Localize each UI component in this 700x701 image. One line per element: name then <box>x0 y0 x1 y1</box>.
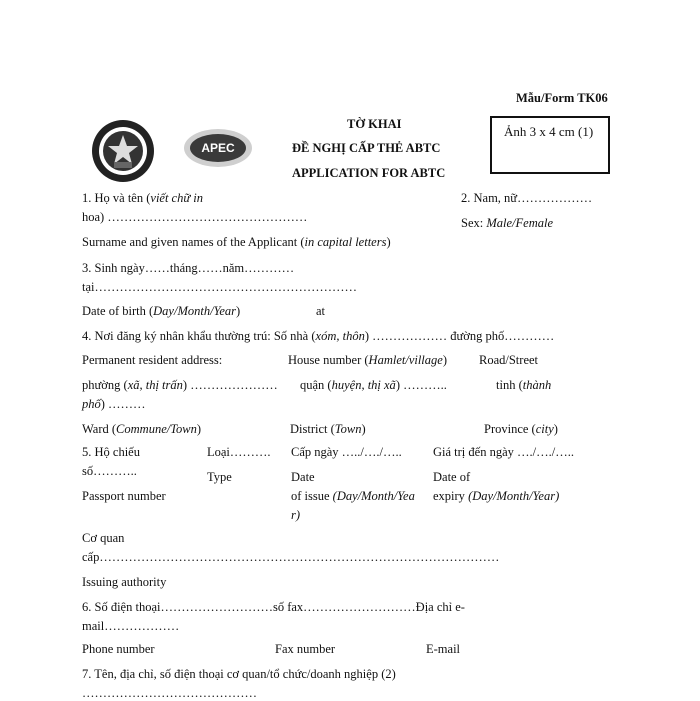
ward-en: Ward (Commune/Town) <box>82 422 202 436</box>
field-5-number: số……….. <box>82 464 137 478</box>
field-7-line: …………………………………… <box>82 686 257 700</box>
field-5-agency-en: Issuing authority <box>82 575 167 589</box>
field-4-en-address: Permanent resident address: <box>82 353 223 367</box>
field-3-en-at: at <box>316 304 326 318</box>
field-7-label: 7. Tên, địa chỉ, số điện thoại cơ quan/tổ chức/doanh nghiệp (2) <box>82 667 396 681</box>
field-5-dateof-en: Date of <box>433 470 471 484</box>
field-5-expiry-en: expiry (Day/Month/Year) <box>433 489 560 503</box>
photo-box <box>490 116 610 174</box>
photo-box-label: Ảnh 3 x 4 cm (1) <box>504 124 594 139</box>
form-code: Mẫu/Form TK06 <box>516 91 608 105</box>
field-4-district: quận (huyện, thị xã) ……….. <box>300 378 447 392</box>
field-4-en-road: Road/Street <box>479 353 539 367</box>
field-2-label: 2. Nam, nữ……………… <box>461 191 593 205</box>
field-5-type: Loại………. <box>207 445 271 459</box>
field-5-agency: Cơ quan <box>82 531 125 545</box>
subtitle-vn: ĐỀ NGHỊ CẤP THẺ ABTC <box>292 141 441 155</box>
field-5-type-en: Type <box>207 470 232 484</box>
field-2-en: Sex: Male/Female <box>461 216 553 230</box>
field-6-email: mail……………… <box>82 619 180 633</box>
field-1-label: 1. Họ và tên (viết chữ in <box>82 191 204 205</box>
field-4-province: tỉnh (thành <box>496 378 552 392</box>
field-1-en: Surname and given names of the Applicant (in capital letters) <box>82 235 391 249</box>
district-en: District (Town) <box>290 422 366 436</box>
field-4-province-cont: phố) ……… <box>82 397 146 411</box>
field-5-agency-line: cấp…………………………………………………………………………………… <box>82 550 500 564</box>
field-5-date-en: Date <box>291 470 315 484</box>
field-5-issue-en: of issue (Day/Month/Yea <box>291 489 415 503</box>
field-6-label: 6. Số điện thoại………………………số fax………………………Địa chỉ e- <box>82 600 465 614</box>
immigration-seal-icon <box>90 118 156 184</box>
field-5-issue: Cấp ngày …../…./….. <box>291 445 402 459</box>
field-5-label: 5. Hộ chiếu <box>82 445 140 459</box>
title-en: APPLICATION FOR ABTC <box>292 166 446 180</box>
province-en: Province (city) <box>484 422 558 436</box>
field-5-passport-en: Passport number <box>82 489 166 503</box>
apec-logo-text: APEC <box>201 141 235 155</box>
field-3-label: 3. Sinh ngày……tháng……năm………… <box>82 261 295 275</box>
field-3-en: Date of birth (Day/Month/Year) <box>82 304 241 318</box>
title-vn: TỜ KHAI <box>347 117 402 131</box>
field-4-ward: phường (xã, thị trấn) ………………… <box>82 378 278 392</box>
field-6-email-en: E-mail <box>426 642 461 656</box>
field-1-line: hoa) ………………………………………… <box>82 210 308 224</box>
field-6-phone-en: Phone number <box>82 642 155 656</box>
field-3-line: tại……………………………………………………… <box>82 280 357 294</box>
apec-logo-icon <box>183 128 253 168</box>
field-4-label: 4. Nơi đăng ký nhân khẩu thường trú: Số nhà (xóm, thôn) ……………… đường phố………… <box>82 329 555 343</box>
field-5-expiry: Giá trị đến ngày …./…./….. <box>433 445 574 459</box>
field-6-fax-en: Fax number <box>275 642 336 656</box>
field-4-en-house: House number (Hamlet/village) <box>288 353 448 367</box>
field-5-issue-en-cont: r) <box>291 508 301 522</box>
